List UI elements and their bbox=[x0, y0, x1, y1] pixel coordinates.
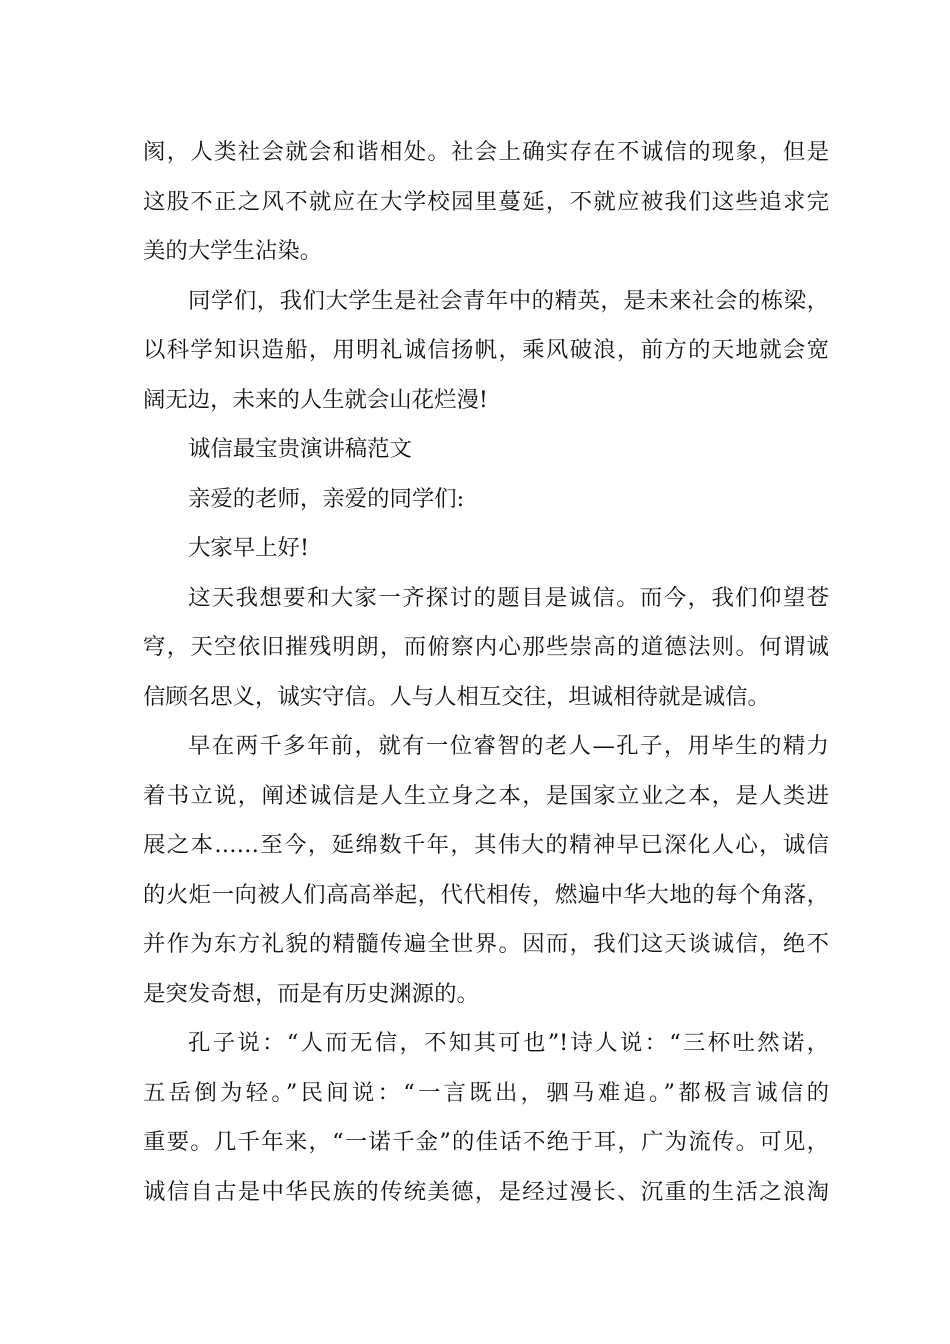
text-line: 重要。几千年来，“一诺千金”的佳话不绝于耳，广为流传。可见， bbox=[143, 1129, 829, 1155]
text-line: 五岳倒为轻。”民间说：“一言既出，驷马难追。”都极言诚信的 bbox=[143, 1079, 829, 1106]
text-line: 这天我想要和大家一齐探讨的题目是诚信。而今，我们仰望苍 bbox=[188, 584, 829, 611]
text-line: 早在两千多年前，就有一位睿智的老人—孔子，用毕生的精力 bbox=[188, 733, 829, 759]
text-line: 穹，天空依旧摧残明朗，而俯察内心那些崇高的道德法则。何谓诚 bbox=[143, 634, 829, 660]
text-line: 展之本……至今，延绵数千年，其伟大的精神早已深化人心，诚信 bbox=[143, 832, 829, 858]
text-line: 孔子说：“人而无信，不知其可也”!诗人说：“三杯吐然诺， bbox=[188, 1030, 829, 1056]
text-line: 着书立说，阐述诚信是人生立身之本，是国家立业之本，是人类进 bbox=[143, 782, 829, 809]
body-text bbox=[143, 128, 829, 1217]
text-line: 是突发奇想，而是有历史渊源的。 bbox=[143, 980, 479, 1007]
text-line: 并作为东方礼貌的精髓传遍全世界。因而，我们这天谈诚信，绝不 bbox=[143, 931, 829, 957]
text-line: 诚信最宝贵演讲稿范文 bbox=[188, 436, 412, 462]
text-line: 大家早上好! bbox=[188, 535, 309, 561]
text-line: 这股不正之风不就应在大学校园里蔓延，不就应被我们这些追求完 bbox=[143, 188, 829, 215]
text-line: 同学们，我们大学生是社会青年中的精英，是未来社会的栋梁， bbox=[188, 287, 829, 314]
text-line: 阔无边，未来的人生就会山花烂漫! bbox=[143, 386, 488, 413]
text-line: 诚信自古是中华民族的传统美德，是经过漫长、沉重的生活之浪淘 bbox=[143, 1178, 829, 1205]
text-line: 美的大学生沾染。 bbox=[143, 238, 323, 264]
text-line: 亲爱的老师，亲爱的同学们: bbox=[188, 485, 465, 512]
text-line: 信顾名思义，诚实守信。人与人相互交往，坦诚相待就是诚信。 bbox=[143, 683, 770, 710]
text-line: 的火炬一向被人们高高举起，代代相传，燃遍中华大地的每个角落， bbox=[143, 881, 829, 908]
text-line: 以科学知识造船，用明礼诚信扬帆，乘风破浪，前方的天地就会宽 bbox=[143, 337, 829, 363]
text-line: 阂，人类社会就会和谐相处。社会上确实存在不诚信的现象，但是 bbox=[143, 139, 829, 165]
